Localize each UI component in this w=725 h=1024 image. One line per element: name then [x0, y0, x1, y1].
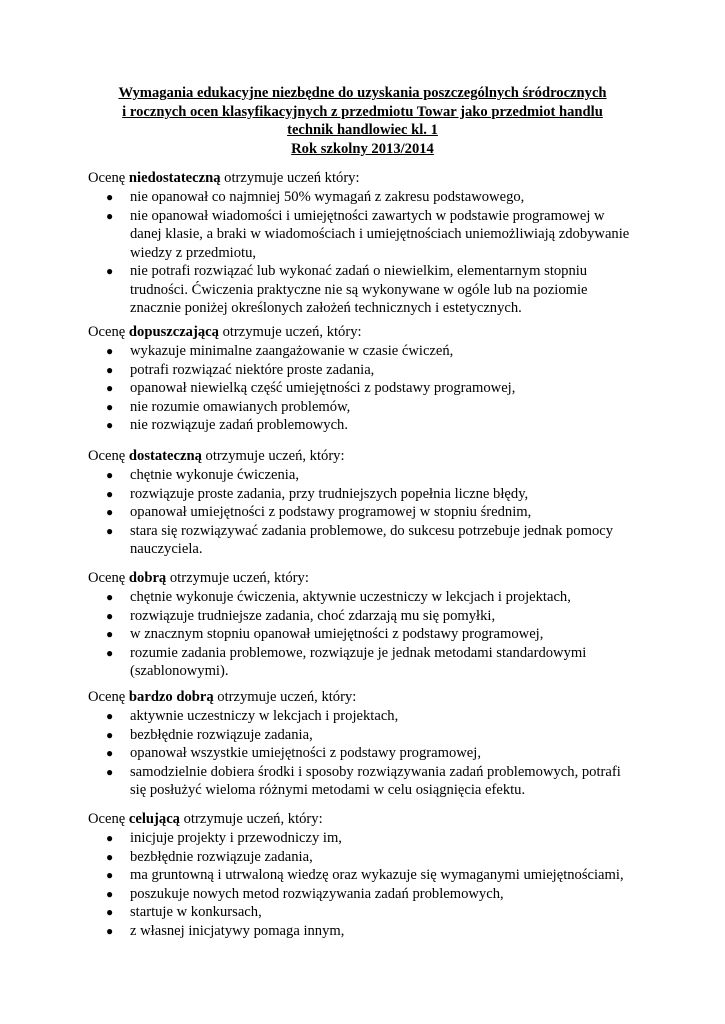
bullet-icon: ● — [106, 505, 114, 519]
bullet-icon: ● — [106, 468, 114, 482]
bullet-icon: ● — [106, 905, 114, 919]
bullet-icon: ● — [106, 849, 114, 864]
section-intro: Ocenę dostateczną otrzymuje uczeń, który: — [88, 448, 345, 464]
bullet-icon: ● — [106, 645, 114, 660]
bullet-icon: ● — [106, 264, 114, 278]
list-item: ● opanował umiejętności z podstawy programowej w stopniu średnim, — [106, 504, 532, 520]
list-item: ● nie potrafi rozwiązać lub wykonać zadań o niewielkim, elementarnym stopniu trudności. Ćwiczenia praktyczne nie są wykonywane w ogóle lub na poziomie znacznie poniżej określonych założeń technicznych i estetycznych. — [106, 263, 588, 316]
list-item: ● samodzielnie dobiera środki i sposoby rozwiązywania zadań problemowych, potrafi się posłużyć wieloma różnymi metodami w celu osiągnięcia efektu. — [106, 763, 621, 798]
section-intro: Ocenę celującą otrzymuje uczeń, który: — [88, 811, 323, 827]
grade-section-dopuszczajaca — [88, 323, 648, 435]
requirements-list — [88, 829, 648, 940]
grade-section-dostateczna — [88, 447, 648, 559]
bullet-icon: ● — [106, 399, 114, 414]
grade-section-celujaca — [88, 810, 648, 940]
grade-name: dopuszczającą — [128, 324, 219, 340]
grade-section-dobra — [88, 569, 648, 681]
list-item: ● opanował niewielką część umiejętności z podstawy programowej, — [106, 380, 516, 396]
list-item: ● chętnie wykonuje ćwiczenia, aktywnie uczestniczy w lekcjach i projektach, — [106, 589, 571, 605]
list-item: ● w znacznym stopniu opanował umiejętności z podstawy programowej, — [106, 626, 544, 642]
section-intro: Ocenę bardzo dobrą otrzymuje uczeń, który: — [88, 689, 357, 705]
list-item: ● ma gruntowną i utrwaloną wiedzę oraz wykazuje się wymaganymi umiejętnościami, — [106, 867, 624, 883]
requirements-list — [88, 707, 648, 800]
list-item: ● nie rozwiązuje zadań problemowych. — [106, 417, 349, 433]
bullet-icon: ● — [106, 208, 114, 223]
list-item: ● chętnie wykonuje ćwiczenia, — [106, 467, 299, 483]
bullet-icon: ● — [106, 344, 114, 358]
grade-name: celującą — [128, 811, 180, 827]
bullet-icon: ● — [106, 764, 114, 779]
requirements-list — [88, 466, 648, 559]
grade-name: niedostateczną — [128, 170, 221, 186]
header-line: Wymagania edukacyjne niezbędne do uzyskania poszczególnych śródrocznych — [118, 85, 607, 101]
bullet-icon: ● — [106, 362, 114, 377]
bullet-icon: ● — [106, 727, 114, 742]
list-item: ● z własnej inicjatywy pomaga innym, — [106, 922, 345, 939]
list-item: ● nie opanował wiadomości i umiejętności zawartych w podstawie programowej w danej klasie, a braki w wiadomościach i umiejętnościach uniemożliwiają zdobywanie wiedzy z przedmiotu, — [106, 207, 630, 261]
bullet-icon: ● — [106, 746, 114, 760]
list-item: ● poszukuje nowych metod rozwiązywania zadań problemowych, — [106, 885, 504, 902]
list-item: ● wykazuje minimalne zaangażowanie w czasie ćwiczeń, — [106, 343, 454, 359]
list-item: ● nie opanował co najmniej 50% wymagań z zakresu podstawowego, — [106, 189, 525, 205]
bullet-icon: ● — [106, 190, 114, 204]
list-item: ● rozwiązuje trudniejsze zadania, choć zdarzają mu się pomyłki, — [106, 607, 496, 624]
bullet-icon: ● — [106, 627, 114, 641]
bullet-icon: ● — [106, 831, 114, 845]
requirements-list — [88, 188, 648, 318]
grade-name: bardzo dobrą — [128, 689, 214, 705]
section-intro: Ocenę dobrą otrzymuje uczeń, który: — [88, 570, 309, 586]
header-line: i rocznych ocen klasyfikacyjnych z przedmiotu Towar jako przedmiot handlu — [122, 103, 603, 120]
list-item: ● opanował wszystkie umiejętności z podstawy programowej, — [106, 745, 481, 761]
grade-section-bardzo-dobra — [88, 688, 648, 800]
list-item: ● potrafi rozwiązać niektóre proste zadania, — [106, 361, 375, 378]
section-intro: Ocenę dopuszczającą otrzymuje uczeń, który: — [88, 324, 362, 340]
requirements-list — [88, 342, 648, 435]
list-item: ● bezbłędnie rozwiązuje zadania, — [106, 848, 313, 865]
grade-section-niedostateczna — [88, 169, 648, 318]
bullet-icon: ● — [106, 608, 114, 623]
list-item: ● aktywnie uczestniczy w lekcjach i projektach, — [106, 708, 399, 724]
list-item: ● nie rozumie omawianych problemów, — [106, 398, 351, 415]
list-item: ● rozwiązuje proste zadania, przy trudniejszych popełnia liczne błędy, — [106, 485, 529, 502]
bullet-icon: ● — [106, 923, 114, 938]
list-item: ● inicjuje projekty i przewodniczy im, — [106, 830, 342, 846]
list-item: ● bezbłędnie rozwiązuje zadania, — [106, 726, 313, 743]
bullet-icon: ● — [106, 418, 114, 432]
bullet-icon: ● — [106, 381, 114, 395]
list-item: ● rozumie zadania problemowe, rozwiązuje je jednak metodami standardowymi (szablonowymi). — [106, 644, 587, 679]
grade-name: dostateczną — [128, 448, 202, 464]
bullet-icon: ● — [106, 886, 114, 901]
list-item: ● stara się rozwiązywać zadania problemowe, do sukcesu potrzebuje jednak pomocy nauczyciela. — [106, 522, 614, 557]
header-line: Rok szkolny 2013/2014 — [291, 140, 434, 157]
document-header — [100, 84, 625, 158]
bullet-icon: ● — [106, 523, 114, 538]
bullet-icon: ● — [106, 486, 114, 501]
section-intro: Ocenę niedostateczną otrzymuje uczeń który: — [88, 170, 360, 186]
bullet-icon: ● — [106, 709, 114, 723]
list-item: ● startuje w konkursach, — [106, 904, 262, 920]
requirements-list — [88, 588, 648, 681]
header-line: technik handlowiec kl. 1 — [287, 122, 438, 139]
bullet-icon: ● — [106, 868, 114, 882]
bullet-icon: ● — [106, 590, 114, 604]
grade-name: dobrą — [128, 570, 167, 586]
